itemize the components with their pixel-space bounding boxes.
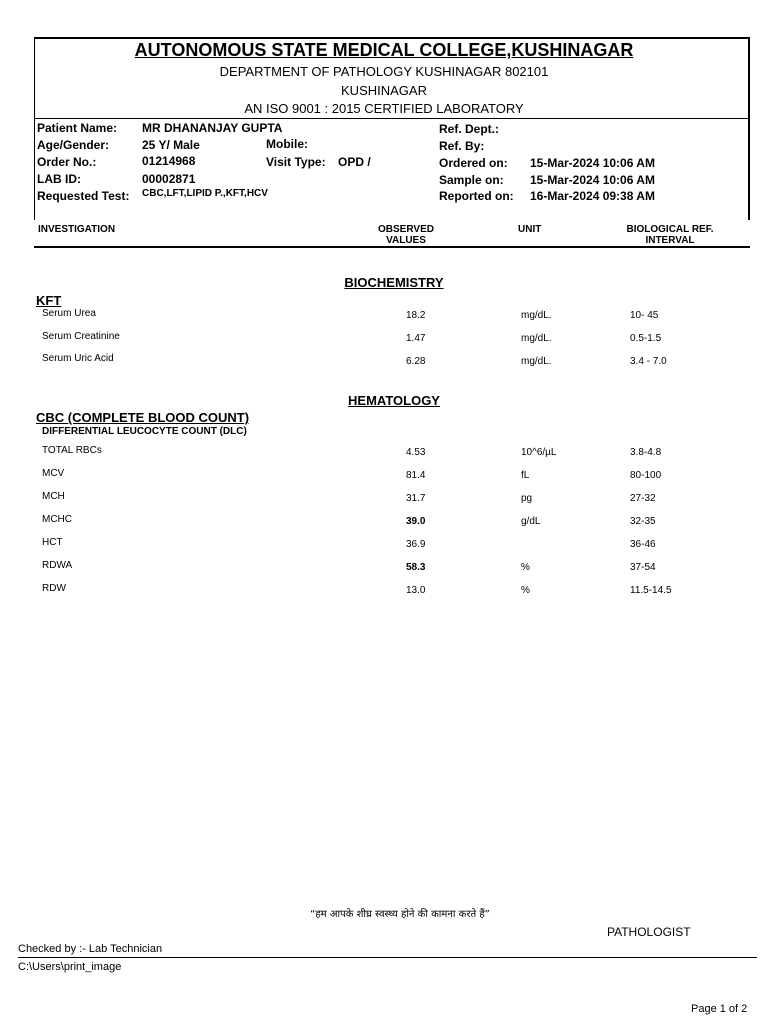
footer-divider bbox=[18, 957, 757, 958]
result-value: 1.47 bbox=[406, 333, 426, 344]
result-value: 18.2 bbox=[406, 310, 426, 321]
result-unit: mg/dL. bbox=[521, 333, 552, 344]
result-ref: 36-46 bbox=[630, 539, 656, 550]
result-ref: 37-54 bbox=[630, 562, 656, 573]
result-name: Serum Uric Acid bbox=[42, 353, 114, 364]
order-no: 01214968 bbox=[142, 154, 196, 168]
reported-on: 16-Mar-2024 09:38 AM bbox=[530, 189, 655, 203]
header-divider bbox=[34, 118, 750, 119]
result-unit: % bbox=[521, 585, 530, 596]
result-unit: g/dL bbox=[521, 516, 541, 527]
patient-name: MR DHANANJAY GUPTA bbox=[142, 121, 283, 135]
reported-on-label: Reported on: bbox=[439, 189, 514, 203]
certification-line: AN ISO 9001 : 2015 CERTIFIED LABORATORY bbox=[244, 101, 524, 116]
result-name: MCH bbox=[42, 491, 65, 502]
college-title: AUTONOMOUS STATE MEDICAL COLLEGE,KUSHINAGAR bbox=[134, 40, 634, 60]
result-unit: % bbox=[521, 562, 530, 573]
pathologist-signature-label: PATHOLOGIST bbox=[607, 925, 691, 939]
result-ref: 80-100 bbox=[630, 470, 662, 481]
requested-test: CBC,LFT,LIPID P.,KFT,HCV bbox=[142, 188, 268, 199]
subgroup-dlc: DIFFERENTIAL LEUCOCYTE COUNT (DLC) bbox=[42, 426, 247, 437]
section-biochemistry: BIOCHEMISTRY bbox=[344, 275, 444, 290]
result-value: 4.53 bbox=[406, 447, 426, 458]
col-ref bbox=[610, 224, 730, 246]
col-observed bbox=[366, 224, 446, 246]
lab-id-label: LAB ID: bbox=[37, 172, 81, 186]
visit-type: OPD / bbox=[338, 155, 371, 169]
result-name: MCV bbox=[42, 468, 65, 479]
wish-note: “हम आपके शीघ्र स्वस्थ्य होने की कामना करते हैं” bbox=[310, 909, 490, 920]
ordered-on-label: Ordered on: bbox=[439, 156, 508, 170]
col-observed-line1: OBSERVED bbox=[378, 224, 434, 235]
result-ref: 0.5-1.5 bbox=[630, 333, 662, 344]
ref-dept-label: Ref. Dept.: bbox=[439, 122, 499, 136]
order-no-label: Order No.: bbox=[37, 155, 97, 169]
page-number: Page 1 of 2 bbox=[691, 1003, 748, 1015]
column-header-divider bbox=[34, 246, 750, 248]
department-line: DEPARTMENT OF PATHOLOGY KUSHINAGAR 802101 bbox=[219, 64, 549, 79]
ref-by-label: Ref. By: bbox=[439, 139, 485, 153]
lab-id: 00002871 bbox=[142, 172, 196, 186]
result-unit: pg bbox=[521, 493, 533, 504]
result-ref: 32-35 bbox=[630, 516, 656, 527]
age-gender: 25 Y/ Male bbox=[142, 138, 200, 152]
col-observed-line2: VALUES bbox=[386, 235, 426, 246]
result-unit: 10^6/µL bbox=[521, 447, 557, 458]
result-value: 31.7 bbox=[406, 493, 426, 504]
result-ref: 3.4 - 7.0 bbox=[630, 356, 667, 367]
result-name: Serum Creatinine bbox=[42, 331, 120, 342]
result-name: RDW bbox=[42, 583, 66, 594]
col-ref-line2: INTERVAL bbox=[645, 235, 695, 246]
result-value-abnormal: 58.3 bbox=[406, 562, 426, 573]
ordered-on: 15-Mar-2024 10:06 AM bbox=[530, 156, 655, 170]
city-line: KUSHINAGAR bbox=[341, 83, 427, 98]
result-value: 81.4 bbox=[406, 470, 426, 481]
result-ref: 3.8-4.8 bbox=[630, 447, 662, 458]
result-ref: 10- 45 bbox=[630, 310, 659, 321]
section-hematology: HEMATOLOGY bbox=[348, 393, 440, 408]
result-name: RDWA bbox=[42, 560, 73, 571]
result-name: MCHC bbox=[42, 514, 72, 525]
result-name: HCT bbox=[42, 537, 63, 548]
group-kft: KFT bbox=[36, 293, 62, 308]
result-value: 36.9 bbox=[406, 539, 426, 550]
visit-type-label: Visit Type: bbox=[266, 155, 326, 169]
result-value-abnormal: 39.0 bbox=[406, 516, 426, 527]
col-unit: UNIT bbox=[518, 224, 542, 235]
result-unit: fL bbox=[521, 470, 530, 481]
result-value: 6.28 bbox=[406, 356, 426, 367]
result-ref: 27-32 bbox=[630, 493, 656, 504]
requested-test-label: Requested Test: bbox=[37, 189, 130, 203]
patient-name-label: Patient Name: bbox=[37, 121, 118, 135]
checked-by: Checked by :- Lab Technician bbox=[18, 943, 163, 955]
result-name: TOTAL RBCs bbox=[42, 445, 102, 456]
print-path: C:\Users\print_image bbox=[18, 961, 122, 973]
result-value: 13.0 bbox=[406, 585, 426, 596]
col-investigation: INVESTIGATION bbox=[38, 224, 116, 235]
result-unit: mg/dL. bbox=[521, 310, 552, 321]
sample-on: 15-Mar-2024 10:06 AM bbox=[530, 173, 655, 187]
col-ref-line1: BIOLOGICAL REF. bbox=[626, 224, 714, 235]
result-ref: 11.5-14.5 bbox=[630, 585, 672, 596]
age-gender-label: Age/Gender: bbox=[37, 138, 110, 152]
mobile-label: Mobile: bbox=[266, 137, 308, 151]
group-cbc: CBC (COMPLETE BLOOD COUNT) bbox=[36, 410, 250, 425]
sample-on-label: Sample on: bbox=[439, 173, 504, 187]
result-unit: mg/dL. bbox=[521, 356, 552, 367]
result-name: Serum Urea bbox=[42, 308, 96, 319]
